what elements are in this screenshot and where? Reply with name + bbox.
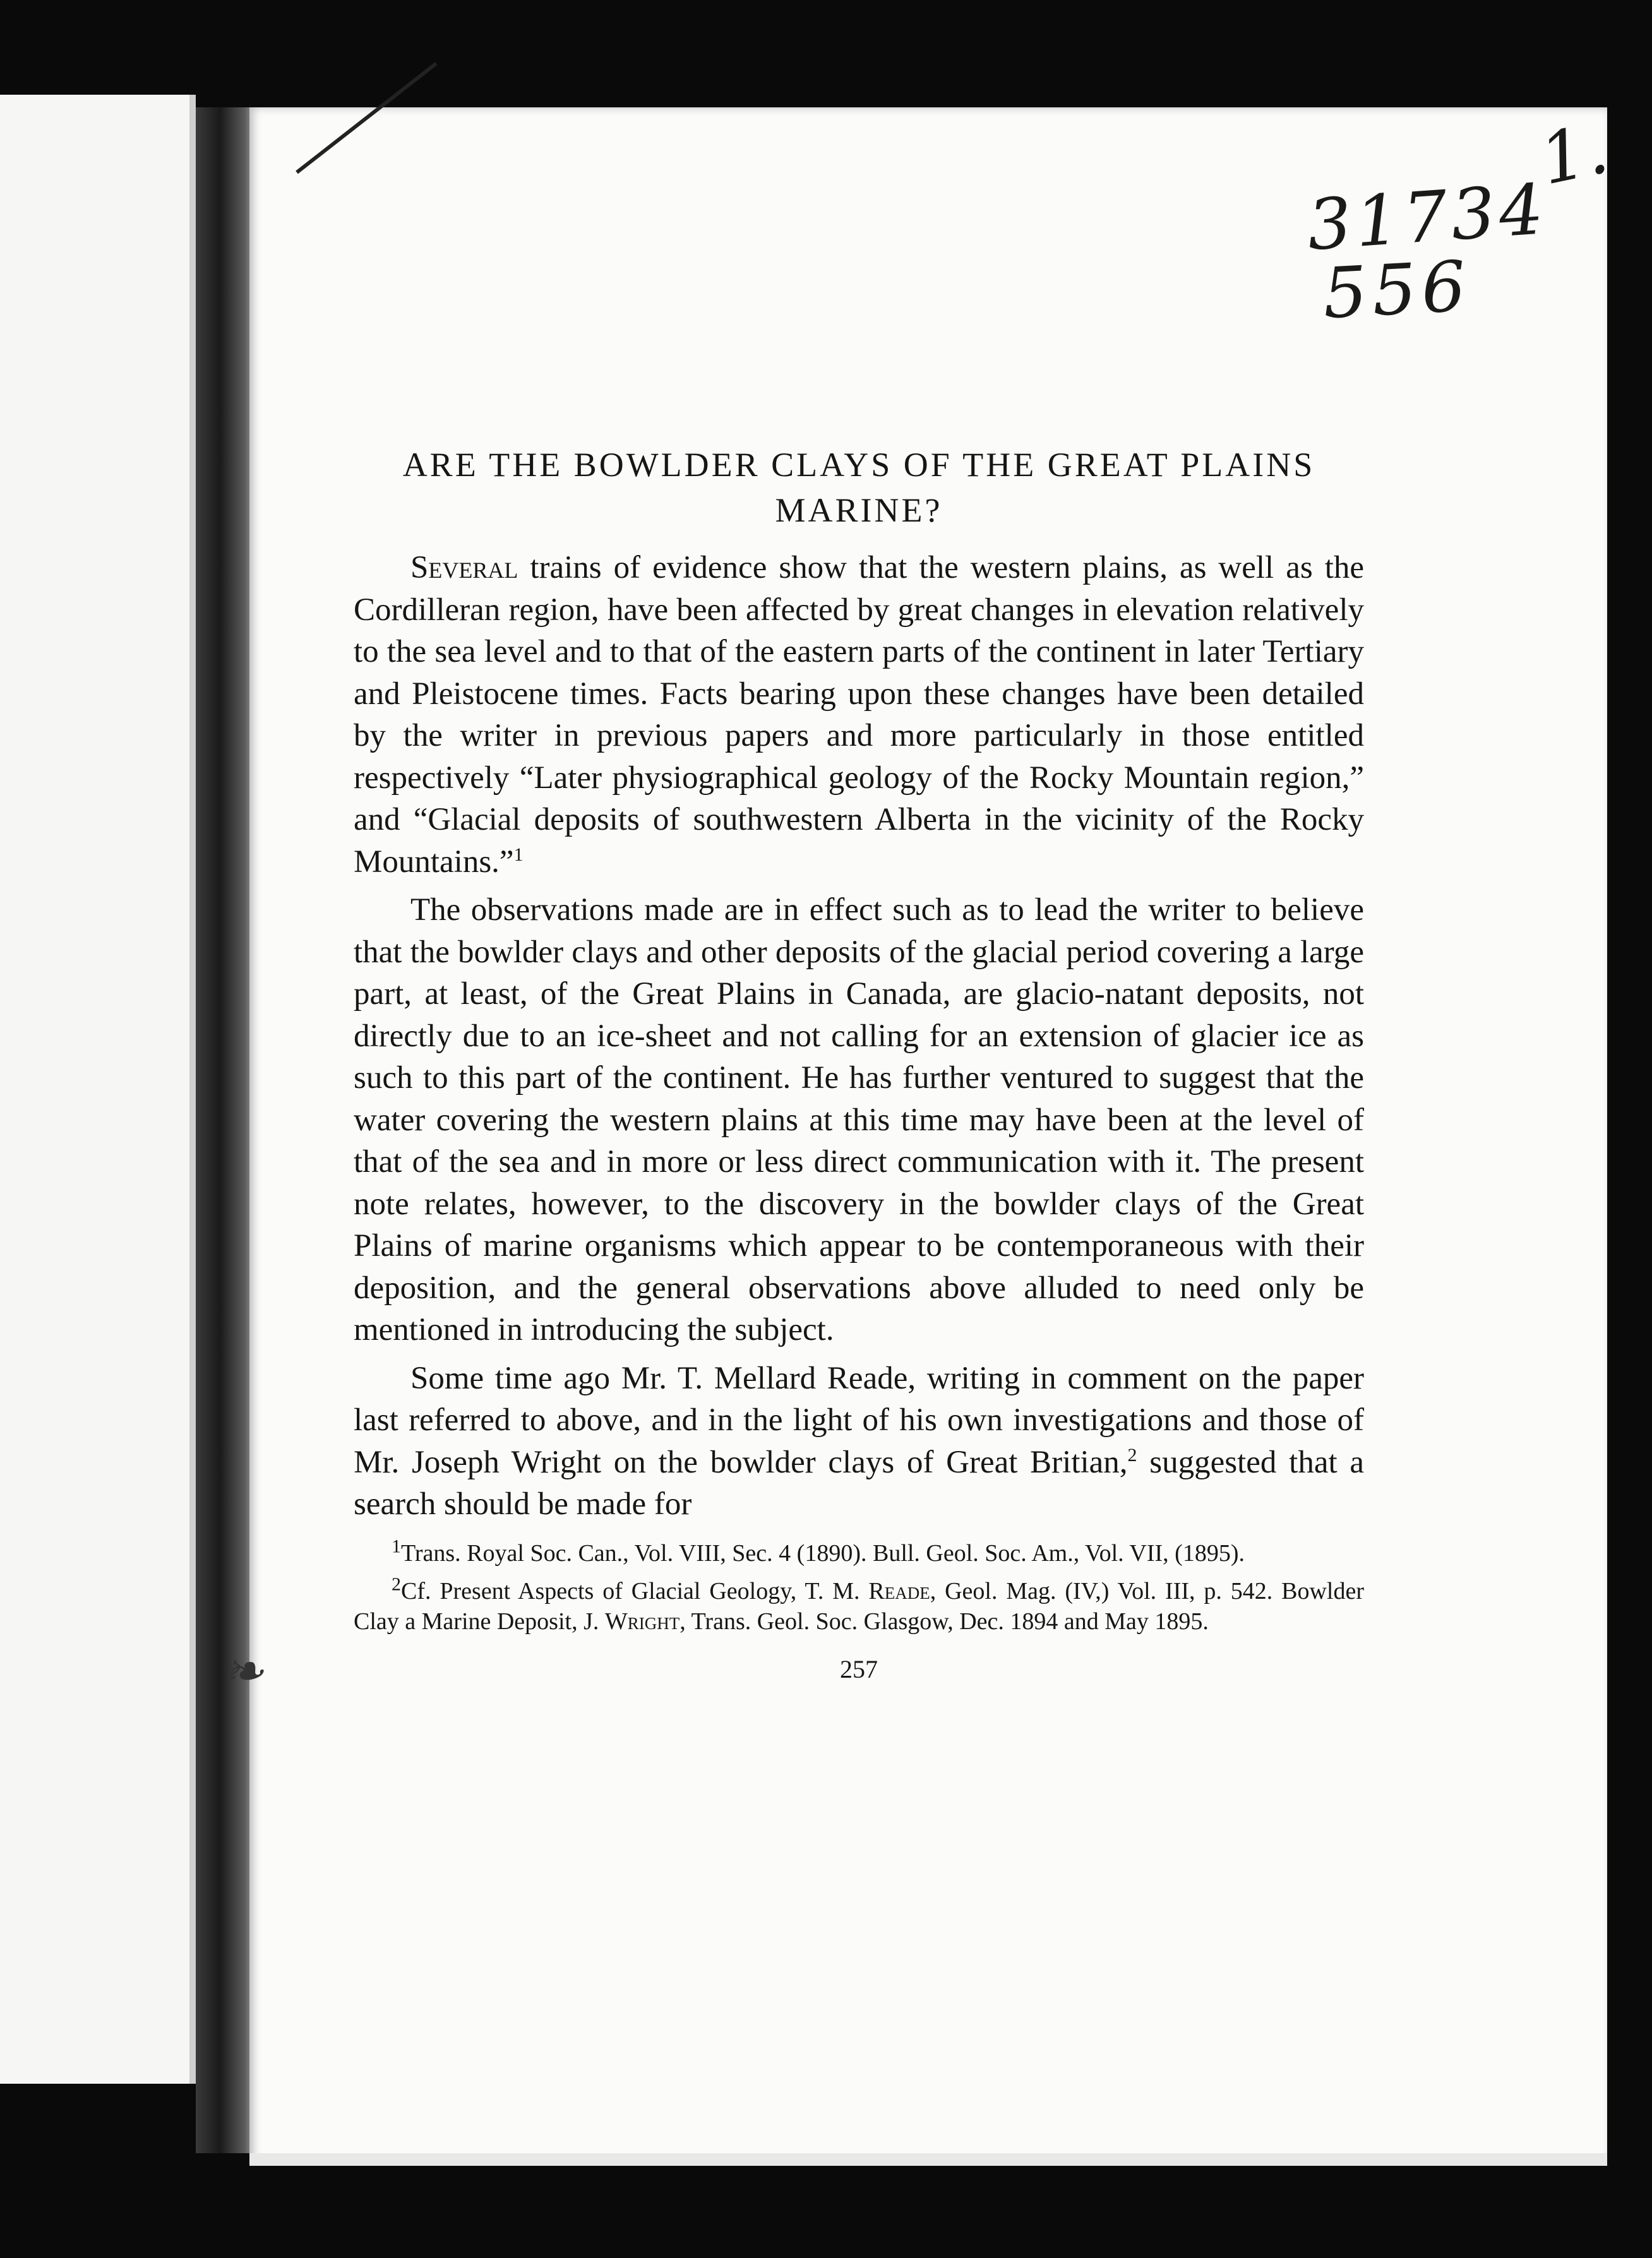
footnote-marker: 1 [392, 1535, 401, 1556]
footnote-ref-1: 1 [513, 844, 524, 865]
handwritten-accession-sub: 556 [1320, 245, 1473, 335]
page-number: 257 [840, 1654, 878, 1683]
footnote-1 [354, 1535, 1364, 1568]
paragraph-1 [354, 547, 1364, 883]
facing-page [0, 95, 196, 2084]
paragraph-2: The observations made are in effect such as to lead the writer to believe that the bowlder clays and other deposits of the glacial period covering a large part, at least, of the Great Plains in Canada, are glacio-natant deposits, not directly due to an ice-sheet and not calling for an extension of glacier ice as such to this part of the continent. He has further ventured to suggest that the water covering the western plains at this time may have been at the level of that of the sea and in more or less direct communication with it. The present note relates, however, to the discovery in the bowlder clays of the Great Plains of marine organisms which appear to be contemporaneous with their deposition, and the general observations above alluded to need only be mentioned in introducing the subject. [354, 892, 1364, 1347]
footnote-author: Reade [868, 1577, 930, 1604]
footnote-author: Wright [604, 1608, 680, 1635]
margin-scribble: ❧ [221, 1642, 264, 1700]
paragraph-3 [354, 1358, 1364, 1526]
article-body [354, 442, 1364, 1684]
footnotes [354, 1535, 1364, 1637]
paragraph-text-before: Some time ago Mr. T. Mellard Reade, writing in comment on the paper last referred to above, and in the light of his own investigations and those of Mr. Joseph Wright on the bowlder clays of Great Britian, [354, 1360, 1364, 1480]
footnote-text-part: Cf. Present Aspects of Glacial Geology, T. M. [401, 1577, 869, 1604]
paragraph-text-after: suggested that a search should be made for [354, 1444, 1364, 1522]
footnote-text-part: , Trans. Geol. Soc. Glasgow, Dec. 1894 and May 1895. [679, 1608, 1209, 1635]
paragraph-lead-word: Several [410, 550, 518, 585]
footnote-marker: 2 [392, 1573, 401, 1594]
handwritten-corner-mark: 1. [1533, 107, 1615, 201]
handwritten-accession-number: 31734 [1304, 168, 1550, 266]
footnote-text: Trans. Royal Soc. Can., Vol. VIII, Sec. 4 (1890). Bull. Geol. Soc. Am., Vol. VII, (1895). [401, 1539, 1245, 1567]
facing-page-edge [189, 95, 196, 2084]
article-title: ARE THE BOWLDER CLAYS OF THE GREAT PLAINS MARINE? [402, 446, 1315, 529]
paragraph-text: trains of evidence show that the western plains, as well as the Cordilleran region, have been affected by great changes in elevation relatively to the sea level and to that of the eastern parts of the continent in later Tertiary and Pleistocene times. Facts bearing upon these changes have been detailed by the writer in previous papers and more particularly in those entitled respectively “Later physiographical geology of the Rocky Mountain region,” and “Glacial deposits of southwestern Alberta in the vicinity of the Rocky Mountains.” [354, 550, 1364, 880]
page-bottom-edge [249, 2153, 1607, 2166]
footnote-ref-2: 2 [1127, 1444, 1137, 1466]
footnote-text-part: , Geol. Mag. (IV,) Vol. III, p. 542. Bowlder Clay a Marine Deposit, J. [354, 1577, 1364, 1635]
footnote-2 [354, 1573, 1364, 1637]
